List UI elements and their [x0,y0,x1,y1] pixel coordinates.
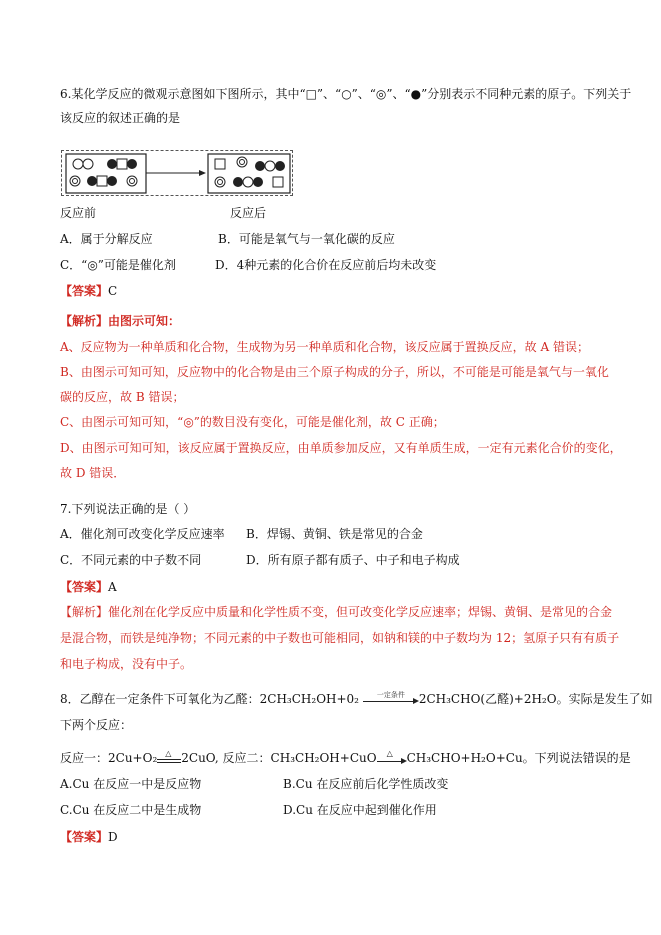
q7-option-b: B．焊锡、黄铜、铁是常见的合金 [246,527,423,541]
ring-atom [70,176,80,186]
q8-answer [60,829,118,845]
q6-exp-line5: C、由图示可知可知，“◎”的数目没有变化，可能是催化剂，故 C 正确； [60,415,445,429]
q6-exp-line6: D、由图示可知可知，该反应属于置换反应，由单质参加反应，又有单质生成，一定有元素化合价的变化， [60,441,622,455]
q6-stem-line2: 该反应的叙述正确的是 [60,111,181,125]
condition-label: 一定条件 [376,690,405,699]
answer-value: A [108,580,117,594]
q6-exp-line3: B、由图示可知可知，反应物中的化合物是由三个原子构成的分子，所以，不可能是可能是氧气与一氧化 [60,365,609,379]
q7-exp-line2: 是混合物，而铁是纯净物；不同元素的中子数也可能相同，如钠和镁的中子数均为 12；氢原子只有有质子 [60,631,620,645]
q6-option-b: B．可能是氧气与一氧化碳的反应 [218,232,395,246]
condition-arrow [363,692,419,708]
q8-option-d: D.Cu 在反应中起到催化作用 [283,803,437,817]
dark-atom [253,177,263,187]
q6-exp-line1: 【解析】由图示可知： [60,314,181,328]
q8-option-b: B.Cu 在反应前后化学性质改变 [283,777,449,791]
q8-eq-left: 2CH₃CH₂OH+0₂ [259,692,359,706]
o-atom [243,177,253,187]
q8-stem-line1 [60,691,653,708]
heat-symbol: △ [165,747,172,758]
q6-exp-line7: 故 D 错误． [60,466,126,480]
ring-atom [215,177,225,187]
q8-stem-pre: 8．乙醇在一定条件下可氧化为乙醛： [60,692,260,706]
reaction-diagram-svg [62,151,294,197]
reaction-one-product: 2CuO, 反应二：CH₃CH₂OH+CuO [181,751,377,765]
q7-stem: 7.下列说法正确的是（ ） [60,502,196,516]
q7-exp-line3: 和电子构成，没有中子。 [60,657,193,671]
q7-exp-line1: 【解析】催化剂在化学反应中质量和化学性质不变，但可改变化学反应速率；焊锡、黄铜、是常见的合金 [60,605,613,619]
q8-option-c: C.Cu 在反应二中是生成物 [60,803,202,817]
square-atom [273,177,283,187]
square-atom [97,176,107,186]
q6-option-c: C．“◎”可能是催化剂 [60,258,176,272]
q6-exp-line2: A、反应物为一种单质和化合物，生成物为另一种单质和化合物，该反应属于置换反应，故 A 错误； [60,340,589,354]
label-before: 反应前 [60,206,97,220]
answer-tag: 【答案】 [60,580,109,594]
dark-atom [127,159,137,169]
reaction-diagram [61,150,293,196]
o-atom [83,159,93,169]
q6-exp-line4: 碳的反应，故 B 错误； [60,390,185,404]
q6-option-a: A．属于分解反应 [60,232,153,246]
q6-answer [60,283,117,299]
dark-atom [107,176,117,186]
q7-answer [60,579,117,595]
reaction-two-product: CH₃CHO+H₂O+Cu。下列说法错误的是 [406,751,631,765]
dark-atom [275,161,285,171]
q6-option-d: D．4种元素的化合价在反应前后均未改变 [215,258,437,272]
reaction-one-label: 反应一：2Cu+O₂ [60,751,158,765]
q7-option-d: D．所有原子都有质子、中子和电子构成 [246,553,460,567]
q6-stem-line1: 6.某化学反应的微观示意图如下图所示，其中“□”、“○”、“◎”、“●”分别表示不同种元素的原子。下列关于 [60,87,632,101]
label-after: 反应后 [230,206,267,220]
answer-value: C [108,284,118,298]
heat-symbol: △ [386,747,393,758]
q8-eq-right: 2CH₃CHO(乙醛)+2H₂O。实际是发生了如 [418,692,653,706]
dark-atom [87,176,97,186]
ring-atom [127,176,137,186]
q8-stem-line2: 下两个反应： [60,718,133,732]
q8-reactions [60,747,631,767]
o-atom [265,161,275,171]
square-atom [117,159,127,169]
q8-option-a: A.Cu 在反应一中是反应物 [60,777,202,791]
arrow-head [199,170,206,176]
answer-tag: 【答案】 [60,830,109,844]
dark-atom [233,177,243,187]
q7-option-a: A．催化剂可改变化学反应速率 [60,527,225,541]
o-atom [73,159,83,169]
square-atom [215,159,225,169]
heat-equals-sign [157,747,181,767]
dark-atom [107,159,117,169]
ring-atom [237,157,247,167]
heat-arrow [377,747,407,767]
answer-tag: 【答案】 [60,284,109,298]
answer-value: D [108,830,118,844]
dark-atom [255,161,265,171]
q7-option-c: C．不同元素的中子数不同 [60,553,202,567]
